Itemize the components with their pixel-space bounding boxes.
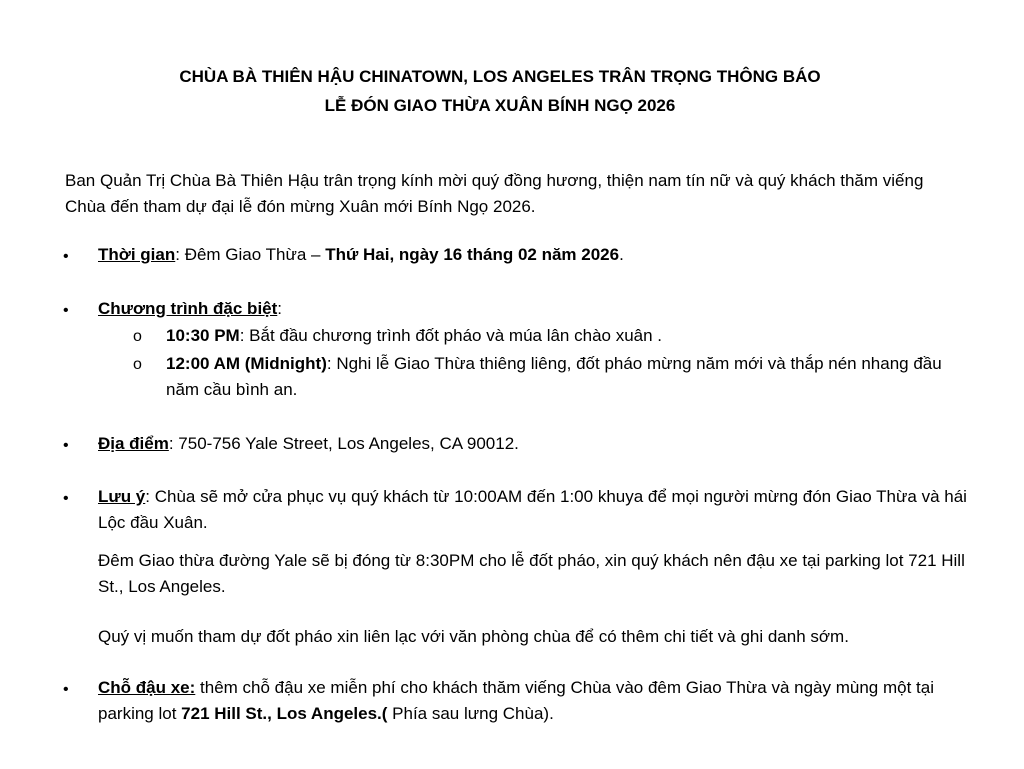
time-end: . bbox=[619, 245, 624, 264]
program-item-time: 12:00 AM (Midnight) bbox=[166, 354, 327, 373]
parking-item bbox=[98, 675, 978, 727]
program-colon: : bbox=[277, 299, 283, 318]
time-date: Thứ Hai, ngày 16 tháng 02 năm 2026 bbox=[325, 245, 620, 264]
program-item-time: 10:30 PM bbox=[166, 326, 240, 345]
time-label: Thời gian bbox=[98, 245, 176, 264]
parking-end: Phía sau lưng Chùa). bbox=[387, 704, 554, 723]
location-text: : 750-756 Yale Street, Los Angeles, CA 90012. bbox=[168, 434, 519, 453]
program-item-text: : Nghi lễ Giao Thừa thiêng liêng, đốt pháo mừng năm mới và thắp nén nhang đầu năm cầu bình an. bbox=[166, 354, 942, 399]
time-item bbox=[98, 242, 978, 268]
program-heading bbox=[98, 296, 978, 322]
time-text: : Đêm Giao Thừa – bbox=[175, 245, 326, 264]
program-item bbox=[166, 323, 966, 349]
sub-bullet-icon: o bbox=[133, 356, 142, 373]
bullet-icon: • bbox=[63, 437, 69, 454]
title-line-1: CHÙA BÀ THIÊN HẬU CHINATOWN, LOS ANGELES TRÂN TRỌNG THÔNG BÁO bbox=[179, 67, 821, 86]
location-item bbox=[98, 431, 978, 457]
intro-paragraph: Ban Quản Trị Chùa Bà Thiên Hậu trân trọng kính mời quý đồng hương, thiện nam tín nữ và quý khách thăm viếng Chùa đến tham dự đại lễ đón mừng Xuân mới Bính Ngọ 2026. bbox=[65, 171, 924, 216]
bullet-icon: • bbox=[63, 248, 69, 265]
program-item bbox=[166, 351, 966, 403]
title-line-2: LỄ ĐÓN GIAO THỪA XUÂN BÍNH NGỌ 2026 bbox=[324, 96, 676, 115]
bullet-icon: • bbox=[63, 490, 69, 507]
note-label: Lưu ý bbox=[98, 487, 146, 506]
sub-bullet-icon: o bbox=[133, 328, 142, 345]
location-label: Địa điểm bbox=[98, 434, 169, 453]
bullet-icon: • bbox=[63, 681, 69, 698]
parking-address: 721 Hill St., Los Angeles.( bbox=[181, 704, 388, 723]
program-label: Chương trình đặc biệt bbox=[98, 299, 278, 318]
note-paragraph-3: Quý vị muốn tham dự đốt pháo xin liên lạc với văn phòng chùa để có thêm chi tiết và ghi danh sớm. bbox=[98, 627, 849, 646]
note-paragraph-2: Đêm Giao thừa đường Yale sẽ bị đóng từ 8:30PM cho lễ đốt pháo, xin quý khách nên đậu xe tại parking lot 721 Hill St., Los Angeles. bbox=[98, 551, 965, 596]
bullet-icon: • bbox=[63, 302, 69, 319]
note-text: : Chùa sẽ mở cửa phục vụ quý khách từ 10:00AM đến 1:00 khuya để mọi người mừng đón Giao Thừa và hái Lộc đầu Xuân. bbox=[98, 487, 967, 532]
parking-text: thêm chỗ đậu xe miễn phí cho khách thăm viếng Chùa vào đêm Giao Thừa và ngày mùng một tại parking lot bbox=[98, 678, 934, 723]
parking-label: Chỗ đậu xe: bbox=[98, 678, 196, 697]
note-item bbox=[98, 484, 978, 536]
program-item-text: : Bắt đầu chương trình đốt pháo và múa lân chào xuân . bbox=[239, 326, 663, 345]
